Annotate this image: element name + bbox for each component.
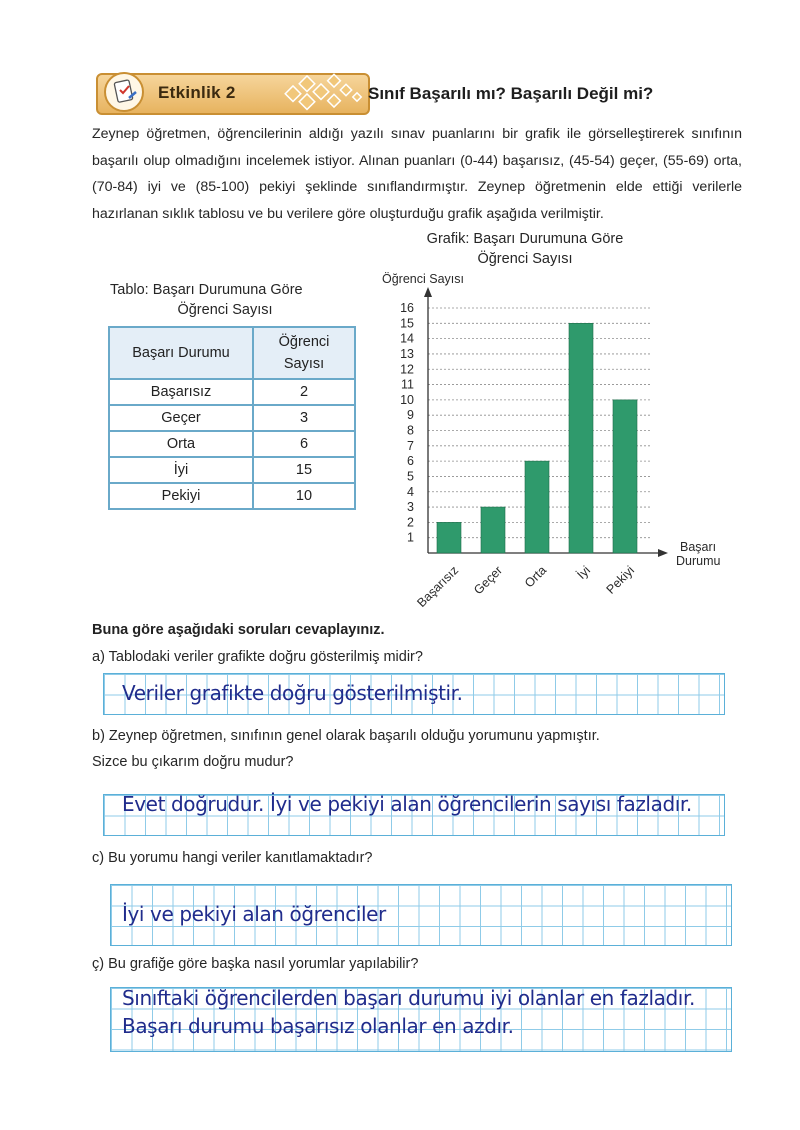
y-tick-label: 13 — [400, 346, 414, 361]
y-tick-label: 3 — [407, 500, 414, 515]
table-caption-line2: Öğrenci Sayısı — [177, 302, 273, 318]
table-cell-label: Orta — [109, 431, 253, 457]
y-tick-label: 12 — [400, 362, 414, 377]
bar — [437, 522, 461, 553]
answer-d-line2: Başarı durumu başarısız olanlar en azdır. — [122, 1014, 514, 1038]
x-tick-label: Geçer — [471, 563, 506, 598]
y-tick-label: 9 — [407, 408, 414, 423]
y-tick-label: 11 — [401, 377, 414, 392]
chart-title-line1: Grafik: Başarı Durumuna Göre — [426, 231, 624, 247]
table-row — [109, 379, 355, 405]
activity-banner — [96, 70, 696, 116]
y-tick-label: 2 — [407, 515, 414, 530]
table-cell-label: Başarısız — [109, 379, 253, 405]
table-cell-value: 3 — [253, 405, 355, 431]
y-tick-label: 15 — [400, 316, 414, 331]
y-tick-label: 1 — [407, 530, 414, 545]
y-tick-label: 7 — [407, 438, 414, 453]
y-tick-label: 6 — [407, 454, 414, 469]
table-header-count — [253, 327, 355, 379]
table-cell-value: 15 — [253, 457, 355, 483]
table-header-row — [109, 327, 355, 379]
x-axis-label-line1: Başarı — [680, 540, 717, 554]
y-tick-label: 8 — [407, 423, 414, 438]
x-tick-label: Orta — [522, 563, 550, 591]
question-a: a) Tablodaki veriler grafikte doğru gösterilmiş midir? — [92, 649, 423, 665]
y-axis-arrow-icon — [424, 287, 432, 297]
table-cell-value: 2 — [253, 379, 355, 405]
diamond-pattern-icon — [276, 70, 366, 114]
table-cell-value: 10 — [253, 483, 355, 509]
question-b-line2: Sizce bu çıkarım doğru mudur? — [92, 754, 294, 770]
table-cell-label: İyi — [109, 457, 253, 483]
table-cell-label: Pekiyi — [109, 483, 253, 509]
activity-title: Sınıf Başarılı mı? Başarılı Değil mi? — [368, 84, 654, 103]
x-tick-label: Başarısız — [414, 563, 462, 610]
table-header-count-line2: Sayısı — [283, 356, 325, 372]
x-tick-label: İyi — [574, 563, 594, 582]
table-row — [109, 405, 355, 431]
table-row — [109, 431, 355, 457]
answer-b: Evet doğrudur. İyi ve pekiyi alan öğrencilerin sayısı fazladır. — [122, 792, 692, 816]
question-c: c) Bu yorumu hangi veriler kanıtlamaktadır? — [92, 850, 373, 866]
activity-label: Etkinlik 2 — [158, 83, 236, 102]
y-tick-label: 5 — [407, 469, 414, 484]
bar — [569, 323, 593, 553]
table-header-status: Başarı Durumu — [109, 327, 253, 379]
y-tick-label: 10 — [400, 392, 414, 407]
answer-a: Veriler grafikte doğru gösterilmiştir. — [122, 681, 463, 705]
bar-chart — [370, 265, 740, 615]
y-tick-label: 4 — [407, 484, 414, 499]
table-cell-value: 6 — [253, 431, 355, 457]
question-d: ç) Bu grafiğe göre başka nasıl yorumlar yapılabilir? — [92, 956, 419, 972]
table-row — [109, 457, 355, 483]
bar — [481, 507, 505, 553]
intro-paragraph: Zeynep öğretmen, öğrencilerinin aldığı yazılı sınav puanlarını bir grafik ile görselleştirerek sınıfının başarılı olup olmadığını incelemek istiyor. Alınan puanları (0-44) başarısız, (45-54) geçer, (55-69) orta, (70-84) iyi ve (85-100) pekiyi şeklinde sınıflandırmıştır. Zeynep öğretmenin elde ettiği verilerle hazırlanan sıklık tablosu ve bu verilere göre oluşturduğu grafik aşağıda verilmiştir. — [92, 126, 742, 222]
chart-title-line2: Öğrenci Sayısı — [477, 251, 573, 267]
chart-title — [405, 229, 645, 269]
bar — [525, 461, 549, 553]
y-tick-label: 14 — [400, 331, 414, 346]
y-tick-label: 16 — [400, 301, 414, 315]
table-header-count-line1: Öğrenci — [278, 334, 330, 350]
x-axis-label-line2: Durumu — [676, 554, 721, 568]
table-cell-label: Geçer — [109, 405, 253, 431]
x-axis-arrow-icon — [658, 549, 668, 557]
table-row — [109, 483, 355, 509]
answer-c: İyi ve pekiyi alan öğrenciler — [122, 902, 386, 926]
bar — [613, 400, 637, 553]
questions-heading: Buna göre aşağıdaki soruları cevaplayınız. — [92, 622, 385, 638]
frequency-table — [108, 326, 356, 510]
x-tick-label: Pekiyi — [603, 563, 638, 597]
activity-icon — [102, 70, 146, 114]
y-axis-label: Öğrenci Sayısı — [382, 272, 464, 286]
question-b-line1: b) Zeynep öğretmen, sınıfının genel olarak başarılı olduğu yorumunu yapmıştır. — [92, 728, 600, 744]
table-caption-line1: Tablo: Başarı Durumuna Göre — [110, 282, 303, 298]
table-caption — [110, 280, 340, 320]
answer-d-line1: Sınıftaki öğrencilerden başarı durumu iyi olanlar en fazladır. — [122, 986, 695, 1010]
